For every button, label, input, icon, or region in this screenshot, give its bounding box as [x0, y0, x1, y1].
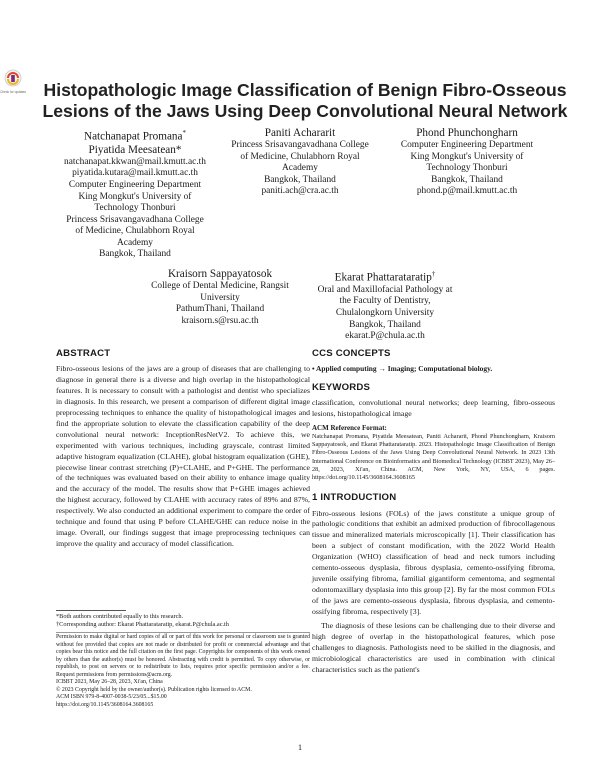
author-affiliation: of Medicine, Chulabhorn Royal — [75, 226, 195, 237]
title-line: Lesions of the Jaws Using Deep Convolutional Neural Network — [42, 101, 568, 121]
author-affiliation: King Mongkut's University of — [78, 191, 192, 202]
doi-link[interactable]: https://doi.org/10.1145/3608164.3608165 — [56, 701, 154, 708]
author-location: PathumThani, Thailand — [175, 304, 265, 315]
author-email[interactable]: ekarat.P@chula.ac.th — [345, 331, 425, 342]
author-name: Kraisorn Sappayatosok — [167, 268, 273, 280]
footnote: †Corresponding author: Ekarat Phattarataratip, ekarat.P@chula.ac.th — [56, 621, 229, 629]
section-heading: ABSTRACT — [56, 348, 111, 359]
author-name: Phond Phunchongharn — [416, 127, 518, 139]
author-block — [55, 127, 215, 261]
paper-title — [40, 80, 570, 122]
author-email[interactable]: natchanapat.kkwan@mail.kmutt.ac.th — [64, 156, 206, 167]
badge-label: Check for updates — [0, 90, 26, 94]
author-affiliation: University — [200, 292, 240, 303]
permission-block — [56, 634, 310, 709]
author-email[interactable]: kraisorn.s@rsu.ac.th — [181, 315, 259, 326]
permission-rule — [56, 632, 310, 633]
intro-paragraph: The diagnosis of these lesions can be challenging due to their diverse and high degree of overlap in the histopathological features, which pose challenges to diagnosis. Pathologists need to be skilled in the diagnosis, and microbiological characteristics are used in combination with clinical characteristics such as the patient's — [312, 621, 555, 674]
author-email[interactable]: paniti.ach@cra.ac.th — [261, 186, 339, 197]
footnote-rule — [56, 610, 126, 611]
page-number: 1 — [297, 742, 303, 752]
author-affiliation: College of Dental Medicine, Rangsit — [151, 281, 289, 291]
author-affiliation: Academy — [282, 163, 318, 174]
author-location: Bangkok, Thailand — [431, 174, 503, 185]
abstract-text: Fibro-osseous lesions of the jaws are a group of diseases that are challenging to diagnose in general there is a diverse and high overlap in the histopathological features. It is necessary to consult with a pathologist and dentist who specializes in diagnosis. In this research, we present a comparison of different digital image preprocessing techniques to enhance the quality of histopathological images and find the appropriate solution to elevate the classification capability of the deep convolutional neural network: InceptionResNetV2. To achieve this, we experimented with various techniques, including grayscale, contrast limited adaptive histogram equalization (CLAHE), global histogram equalization (GHE), piecewise linear contrast stretching (P)+CLAHE, and P+GHE. The performance of the techniques was evaluated based on their ability to enhance image quality and the accuracy of the model. The results show that P+GHE images achieved the highest accuracy, followed by CLAHE with accuracy rates of 89% and 87%, respectively. We also conducted an additional experiment to compare the order of technique and found that using P before CLAHE/GHE can reduce noise in the image. Overall, our findings suggest that image preprocessing techniques can improve the quality and accuracy of model classification. — [56, 363, 310, 549]
author-name: Ekarat Phattarataratip† — [334, 270, 436, 284]
abstract-section — [56, 349, 310, 550]
footnote: *Both authors contributed equally to this research. — [56, 613, 184, 620]
author-email[interactable]: phond.p@mail.kmutt.ac.th — [416, 186, 518, 197]
author-affiliation: Oral and Maxillofacial Pathology at — [317, 284, 453, 295]
copyright-text: © 2023 Copyright held by the owner/author(s). Publication rights licensed to ACM. — [56, 686, 252, 693]
reference-heading: ACM Reference Format: — [312, 423, 387, 432]
author-affiliation: Princess Srisavangavadhana College — [66, 214, 204, 225]
right-column — [312, 349, 555, 676]
author-affiliation: Technology Thonburi — [94, 203, 176, 214]
author-name: Piyatida Meesatean* — [88, 143, 182, 156]
author-block — [220, 127, 380, 198]
section-heading: CCS CONCEPTS — [312, 348, 391, 359]
conference-info: ICBBT 2023, May 26–28, 2023, Xi'an, China — [56, 679, 163, 686]
author-affiliation: Princess Srisavangavadhana College — [231, 140, 369, 150]
footnotes — [56, 613, 310, 630]
author-affiliation: Technology Thonburi — [426, 163, 508, 174]
author-location: Bangkok, Thailand — [99, 249, 171, 260]
author-location: Bangkok, Thailand — [349, 319, 421, 330]
author-name: Paniti Achararit — [264, 127, 336, 139]
check-for-updates-badge[interactable] — [2, 68, 24, 96]
author-affiliation: Computer Engineering Department — [68, 179, 202, 190]
author-location: Bangkok, Thailand — [264, 174, 336, 185]
section-heading: 1 INTRODUCTION — [312, 491, 397, 503]
ccs-concepts: • Applied computing → Imaging; Computational biology. — [312, 363, 493, 373]
author-affiliation: of Medicine, Chulabhorn Royal — [240, 151, 360, 162]
section-heading: KEYWORDS — [312, 381, 371, 393]
intro-paragraph: Fibro-osseous lesions (FOLs) of the jaws constitute a unique group of pathologic conditions that exhibit an admixed production of fibrocollagenous tissue and mineralized materials microscopically [1]. Their classification has been a subject of constant modification, with the 2022 World Health Organization (WHO) classification of head and neck tumors including cemento-osseous dysplasia, fibrous dysplasia, cemento-ossifying fibroma, juvenile ossifying fibroma, familial gigantiform cementoma, and segmental odontomaxillary dysplasia into this group [2]. By far the most common FOLs of the jaws are cemento-osseous dysplasia, fibrous dysplasia, and cemento-ossifying fibroma, respectively [3]. — [312, 508, 555, 617]
author-affiliation: Computer Engineering Department — [400, 140, 534, 150]
author-affiliation: the Faculty of Dentistry, — [339, 296, 431, 307]
isbn-text: ACM ISBN 979-8-4007-0038-5/23/05...$15.00 — [56, 694, 167, 701]
author-affiliation: Chulalongkorn University — [335, 307, 435, 318]
author-block — [382, 127, 552, 198]
title-line: Histopathologic Image Classification of Benign Fibro-Osseous — [43, 80, 567, 100]
author-affiliation: King Mongkut's University of — [410, 151, 524, 162]
author-name: Natchanapat Promana* — [84, 129, 186, 143]
author-affiliation: Academy — [117, 237, 153, 248]
reference-text: Natchanapat Promana, Piyatida Meesatean, Paniti Achararit, Phond Phunchongharn, Kraisorn Sappayatosok, and Ekarat Phattarataratip. 2023. Histopathologic Image Classification of Benign Fibro-Osseous Lesions of the Jaws Using Deep Convolutional Neural Network. In 2023 13th International Conference on Bioinformatics and Biomedical Technology (ICBBT 2023), May 26–28, 2023, Xi'an, China. ACM, New York, NY, USA, 6 pages. https://doi.org/10.1145/3608164.3608165 — [312, 432, 555, 482]
author-block — [140, 268, 300, 327]
permission-text: Permission to make digital or hard copies of all or part of this work for personal or classroom use is granted without fee provided that copies are not made or distributed for profit or commercial advantage and that copies bear this notice and the full citation on the first page. Copyrights for components of this work owned by others than the author(s) must be honored. Abstracting with credit is permitted. To copy otherwise, or republish, to post on servers or to redistribute to lists, requires prior specific permission and/or a fee. Request permissions from permissions@acm.org. — [56, 634, 310, 678]
author-email[interactable]: piyatida.kutara@mail.kmutt.ac.th — [72, 168, 198, 179]
keywords-text: classification, convolutional neural networks; deep learning, fibro-osseous lesions, histopathological image — [312, 397, 555, 418]
author-block — [305, 268, 465, 343]
